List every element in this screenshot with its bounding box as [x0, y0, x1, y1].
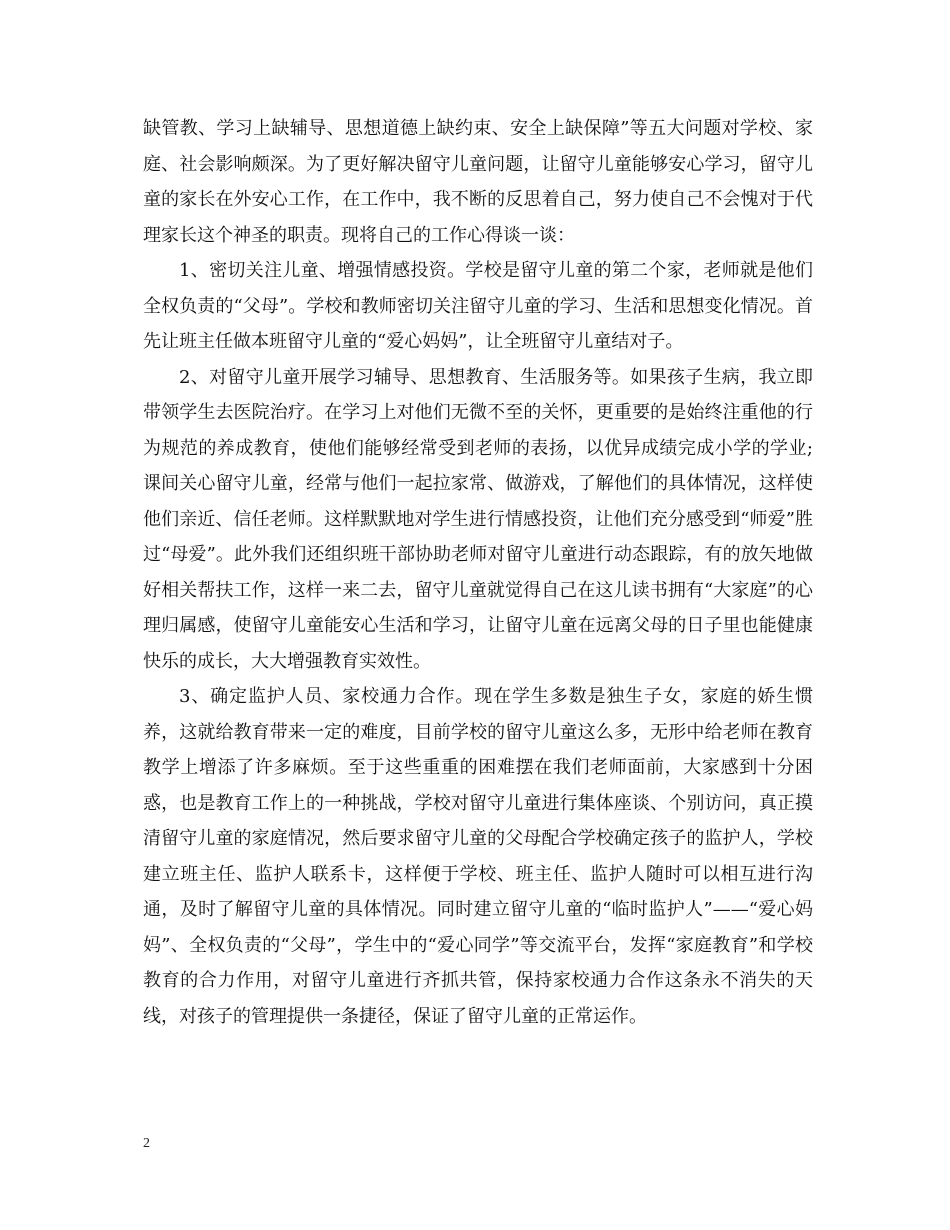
paragraph-point-1: 1、密切关注儿童、增强情感投资。学校是留守儿童的第二个家，老师就是他们全权负责的“父母”。学校和教师密切关注留守儿童的学习、生活和思想变化情况。首先让班主任做本班留守儿童的“爱心妈妈”，让全班留守儿童结对子。	[143, 260, 813, 352]
page-number: 2	[143, 1136, 150, 1151]
document-body	[143, 111, 813, 1034]
paragraph-point-2: 2、对留守儿童开展学习辅导、思想教育、生活服务等。如果孩子生病，我立即带领学生去医院治疗。在学习上对他们无微不至的关怀，更重要的是始终注重他的行为规范的养成教育，使他们能够经常受到老师的表扬，以优异成绩完成小学的学业;课间关心留守儿童，经常与他们一起拉家常、做游戏，了解他们的具体情况，这样使他们亲近、信任老师。这样默默地对学生进行情感投资，让他们充分感受到“师爱”胜过“母爱”。此外我们还组织班干部协助老师对留守儿童进行动态跟踪，有的放矢地做好相关帮扶工作，这样一来二去，留守儿童就觉得自己在这儿读书拥有“大家庭”的心理归属感，使留守儿童能安心生活和学习，让留守儿童在远离父母的日子里也能健康快乐的成长，大大增强教育实效性。	[143, 366, 813, 672]
paragraph-intro-continued: 缺管教、学习上缺辅导、思想道德上缺约束、安全上缺保障”等五大问题对学校、家庭、社会影响颇深。为了更好解决留守儿童问题，让留守儿童能够安心学习，留守儿童的家长在外安心工作，在工作中，我不断的反思着自己，努力使自己不会愧对于代理家长这个神圣的职责。现将自己的工作心得谈一谈：	[143, 118, 813, 246]
paragraph-point-3: 3、确定监护人员、家校通力合作。现在学生多数是独生子女，家庭的娇生惯养，这就给教育带来一定的难度，目前学校的留守儿童这么多，无形中给老师在教育教学上增添了许多麻烦。至于这些重重的困难摆在我们老师面前，大家感到十分困惑，也是教育工作上的一种挑战，学校对留守儿童进行集体座谈、个别访问，真正摸清留守儿童的家庭情况，然后要求留守儿童的父母配合学校确定孩子的监护人，学校建立班主任、监护人联系卡，这样便于学校、班主任、监护人随时可以相互进行沟通，及时了解留守儿童的具体情况。同时建立留守儿童的“临时监护人”——“爱心妈妈”、全权负责的“父母”，学生中的“爱心同学”等交流平台，发挥“家庭教育”和学校教育的合力作用，对留守儿童进行齐抓共管，保持家校通力合作这条永不消失的天线，对孩子的管理提供一条捷径，保证了留守儿童的正常运作。	[143, 686, 813, 1027]
